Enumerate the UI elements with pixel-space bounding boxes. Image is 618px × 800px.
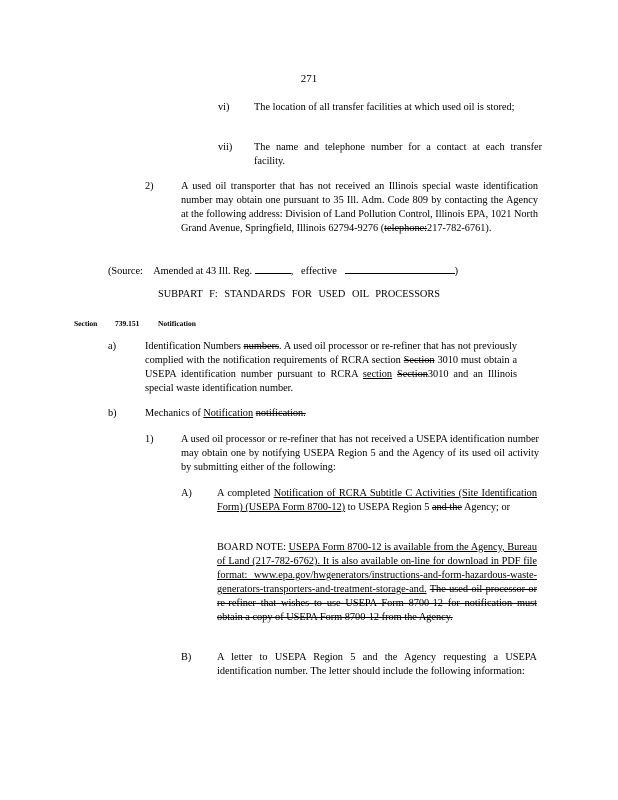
- subsection-a-text: Identification Numbers numbers. A used oil processor or re-refiner that has not previously complied with the notification requirements of RCRA section Section 3010 must obtain a USEPA identification number pursuant to RCRA section Section3010 and an Illinois special waste identification number.: [145, 341, 518, 394]
- subsection-A-text: A completed Notification of RCRA Subtitle C Activities (Site Identification Form) (USEPA Form 8700-12) to USEPA Region 5 and the Agency; or: [217, 488, 537, 513]
- struck-text: telephone:: [384, 223, 428, 234]
- item-vii-text: The name and telephone number for a contact at each transfer facility.: [254, 142, 542, 167]
- subsection-b1-text: A used oil processor or re-refiner that has not received a USEPA identification number may obtain one by notifying USEPA Region 5 and the Agency of its used oil activity by submitting either of the following:: [181, 434, 539, 473]
- para-2-label: 2): [145, 181, 154, 192]
- subsection-b-text: Mechanics of Notification notification.: [145, 408, 306, 419]
- source-note: (Source: Amended at 43 Ill. Reg. , effective ): [108, 263, 548, 279]
- para-2-text: A used oil transporter that has not received an Illinois special waste identification number may obtain one pursuant to 35 Ill. Adm. Code 809 by contacting the Agency at the following address: Division of Land Pollution Control, Illinois EPA, 1021 North Grand Avenue, Springfield, Illinois 62794-9276 (telephone:217-782-6761).: [181, 181, 538, 234]
- subsection-b-label: b): [108, 408, 117, 419]
- item-vi-label: vi): [218, 102, 230, 113]
- page-number: 271: [300, 73, 318, 85]
- subsection-B-label: B): [181, 652, 192, 663]
- subsection-B-text: A letter to USEPA Region 5 and the Agency requesting a USEPA identification number. The letter should include the following information:: [217, 652, 537, 677]
- section-number: 739.151: [115, 319, 140, 328]
- item-vii-label: vii): [218, 142, 233, 153]
- subpart-heading: SUBPART F: STANDARDS FOR USED OIL PROCESSORS: [158, 289, 440, 300]
- subsection-b1-label: 1): [145, 434, 154, 445]
- subsection-A-label: A): [181, 488, 192, 499]
- subsection-a-label: a): [108, 341, 116, 352]
- section-word: Section: [74, 319, 98, 328]
- board-note: BOARD NOTE: USEPA Form 8700-12 is available from the Agency, Bureau of Land (217-782-6762). It is also available on-line for download in PDF file format: www.epa.gov/hwgenerators/instructions-and-form-hazardous-waste-generators-transporters-and-treatment-storage-and. The used oil processor or re-refiner that wishes to use USEPA Form 8700-12 for notification must obtain a copy of USEPA Form 8700-12 from the Agency.: [217, 542, 538, 623]
- section-title: Notification: [158, 319, 196, 328]
- item-vi-text: The location of all transfer facilities at which used oil is stored;: [254, 102, 515, 113]
